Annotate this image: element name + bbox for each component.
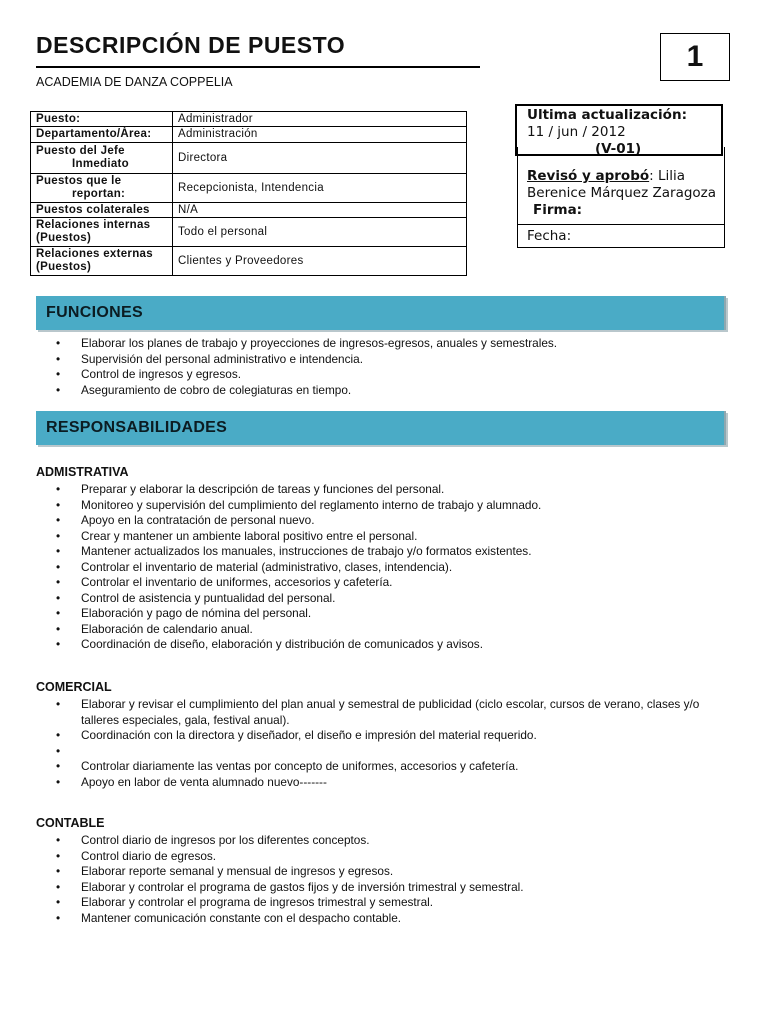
funciones-list	[36, 336, 726, 398]
title-underline	[36, 66, 480, 68]
info-value: Administración	[173, 127, 467, 143]
firma-label: Firma:	[533, 202, 583, 218]
list-item: • Mantener actualizados los manuales, instrucciones de trabajo y/o formatos existentes.	[36, 544, 726, 560]
list-item	[36, 744, 726, 760]
list-item: • Control diario de ingresos por los diferentes conceptos.	[36, 833, 726, 849]
list-item: • Coordinación con la directora y diseñador, el diseño e impresión del material requerido.	[36, 728, 726, 744]
list-item: • Aseguramiento de cobro de colegiaturas en tiempo.	[36, 383, 726, 399]
contable-list	[36, 833, 726, 926]
info-label	[31, 218, 173, 247]
list-item: • Elaborar y revisar el cumplimiento del plan anual y semestral de publicidad (ciclo escolar, cursos de verano, clases y/o talleres especiales, gala, festival anual).	[36, 697, 726, 728]
section-comercial-title: COMERCIAL	[36, 680, 112, 694]
list-item: • Elaborar y controlar el programa de gastos fijos y de inversión trimestral y semestral.	[36, 880, 726, 896]
info-label-line1: Relaciones externas	[36, 248, 153, 260]
info-label: Departamento/Área:	[31, 127, 173, 143]
funciones-header: FUNCIONES	[36, 296, 726, 330]
reviewer-name: Lilia Berenice Márquez Zaragoza	[527, 168, 717, 201]
update-box	[515, 104, 723, 156]
info-value: Recepcionista, Intendencia	[173, 174, 467, 203]
list-item: • Preparar y elaborar la descripción de tareas y funciones del personal.	[36, 482, 726, 498]
list-item: • Control diario de egresos.	[36, 849, 726, 865]
list-item: • Control de asistencia y puntualidad del personal.	[36, 591, 726, 607]
version-label: (V-01)	[595, 141, 642, 156]
comercial-list	[36, 697, 726, 790]
list-item: • Control de ingresos y egresos.	[36, 367, 726, 383]
info-value: Todo el personal	[173, 218, 467, 247]
review-label: Revisó y aprobó	[527, 168, 650, 184]
list-item: • Elaboración de calendario anual.	[36, 622, 726, 638]
section-contable-title: CONTABLE	[36, 816, 105, 830]
info-value: Clientes y Proveedores	[173, 247, 467, 276]
list-item: • Coordinación de diseño, elaboración y distribución de comunicados y avisos.	[36, 637, 726, 653]
section-administrativa-title: ADMISTRATIVA	[36, 465, 129, 479]
update-heading: Ultima actualización:	[527, 107, 687, 123]
review-box	[517, 147, 725, 225]
info-label	[31, 247, 173, 276]
info-label-line2: (Puestos)	[36, 232, 92, 244]
list-item: • Mantener comunicación constante con el despacho contable.	[36, 911, 726, 927]
info-row-departamento	[31, 127, 467, 143]
info-label-line1: Puesto del Jefe	[36, 145, 125, 157]
info-row-puesto	[31, 112, 467, 127]
job-info-table	[30, 111, 467, 276]
administrativa-list	[36, 482, 726, 653]
document-title: DESCRIPCIÓN DE PUESTO	[36, 32, 346, 58]
list-item: • Apoyo en la contratación de personal nuevo.	[36, 513, 726, 529]
info-row-rel-internas	[31, 218, 467, 247]
list-item: • Apoyo en labor de venta alumnado nuevo-------	[36, 775, 726, 791]
review-text	[527, 168, 724, 202]
list-item: • Monitoreo y supervisión del cumplimiento del reglamento interno de trabajo y alumnado.	[36, 498, 726, 514]
list-item: • Elaborar reporte semanal y mensual de ingresos y egresos.	[36, 864, 726, 880]
info-label-line1: Relaciones internas	[36, 219, 151, 231]
update-date: 11 / jun / 2012	[527, 124, 626, 140]
info-value: Directora	[173, 143, 467, 174]
info-row-jefe	[31, 143, 467, 174]
info-row-rel-externas	[31, 247, 467, 276]
info-value: Administrador	[173, 112, 467, 127]
company-name: ACADEMIA DE DANZA COPPELIA	[36, 75, 233, 89]
list-item: • Elaborar los planes de trabajo y proyecciones de ingresos-egresos, anuales y semestrales.	[36, 336, 726, 352]
info-label-line1: Puestos que le	[36, 175, 122, 187]
review-colon: :	[649, 168, 658, 184]
info-label: Puestos colaterales	[31, 203, 173, 218]
list-item: • Supervisión del personal administrativo e intendencia.	[36, 352, 726, 368]
list-item: • Controlar diariamente las ventas por concepto de uniformes, accesorios y cafetería.	[36, 759, 726, 775]
info-row-colaterales	[31, 203, 467, 218]
list-item: • Controlar el inventario de uniformes, accesorios y cafetería.	[36, 575, 726, 591]
list-item: • Elaborar y controlar el programa de ingresos trimestral y semestral.	[36, 895, 726, 911]
info-label: Puesto:	[31, 112, 173, 127]
list-item: • Elaboración y pago de nómina del personal.	[36, 606, 726, 622]
info-label-line2: Inmediato	[72, 158, 130, 170]
list-item: • Controlar el inventario de material (administrativo, clases, intendencia).	[36, 560, 726, 576]
info-label	[31, 174, 173, 203]
fecha-box	[517, 224, 725, 248]
info-label-line2: (Puestos)	[36, 261, 92, 273]
fecha-label: Fecha:	[527, 228, 572, 244]
list-item: • Crear y mantener un ambiente laboral positivo entre el personal.	[36, 529, 726, 545]
info-row-reportan	[31, 174, 467, 203]
info-label	[31, 143, 173, 174]
page-number-box: 1	[660, 33, 730, 81]
responsabilidades-header: RESPONSABILIDADES	[36, 411, 726, 445]
info-label-line2: reportan:	[72, 188, 126, 200]
info-value: N/A	[173, 203, 467, 218]
